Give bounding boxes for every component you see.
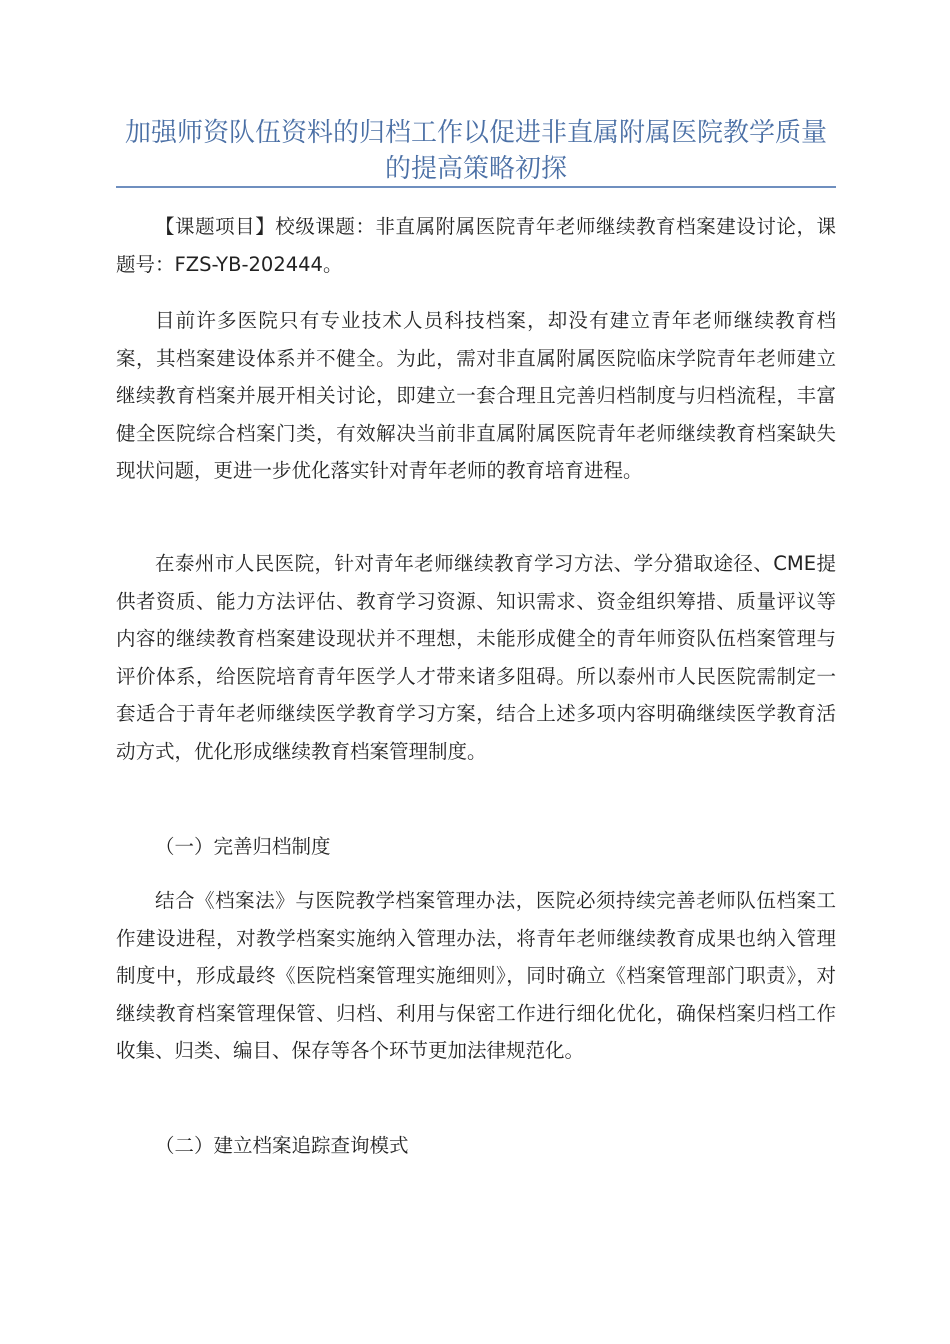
taizhou-paragraph: 在泰州市人民医院，针对青年老师继续教育学习方法、学分猎取途径、CME提供者资质、能力方法评估、教育学习资源、知识需求、资金组织筹措、质量评议等内容的继续教育档案建设现状并不理想，未能形成健全的青年师资队伍档案管理与评价体系，给医院培育青年医学人才带来诸多阻碍。所以泰州市人民医院需制定一套适合于青年老师继续医学教育学习方案，结合上述多项内容明确继续医学教育活动方式，优化形成继续教育档案管理制度。 bbox=[116, 552, 836, 763]
project-paragraph: 【课题项目】校级课题：非直属附属医院青年老师继续教育档案建设讨论，课题号：FZS-YB-202444。 bbox=[116, 215, 836, 276]
document-title: 加强师资队伍资料的归档工作以促进非直属附属医院教学质量的提高策略初探 bbox=[124, 118, 827, 184]
intro-paragraph: 目前许多医院只有专业技术人员科技档案，却没有建立青年老师继续教育档案，其档案建设体系并不健全。为此，需对非直属附属医院临床学院青年老师建立继续教育档案并展开相关讨论，即建立一套合理且完善归档制度与归档流程，丰富健全医院综合档案门类，有效解决当前非直属附属医院青年老师继续教育档案缺失现状问题，更进一步优化落实针对青年老师的教育培育进程。 bbox=[116, 309, 836, 482]
section-one-paragraph: 结合《档案法》与医院教学档案管理办法，医院必须持续完善老师队伍档案工作建设进程，对教学档案实施纳入管理办法，将青年老师继续教育成果也纳入管理制度中，形成最终《医院档案管理实施细则》，同时确立《档案管理部门职责》，对继续教育档案管理保管、归档、利用与保密工作进行细化优化，确保档案归档工作收集、归类、编目、保存等各个环节更加法律规范化。 bbox=[116, 889, 836, 1062]
section-heading-two: （二）建立档案追踪查询模式 bbox=[155, 1134, 409, 1157]
title-divider bbox=[116, 186, 836, 188]
section-heading-one: （一）完善归档制度 bbox=[155, 835, 331, 858]
title-block bbox=[116, 115, 836, 187]
